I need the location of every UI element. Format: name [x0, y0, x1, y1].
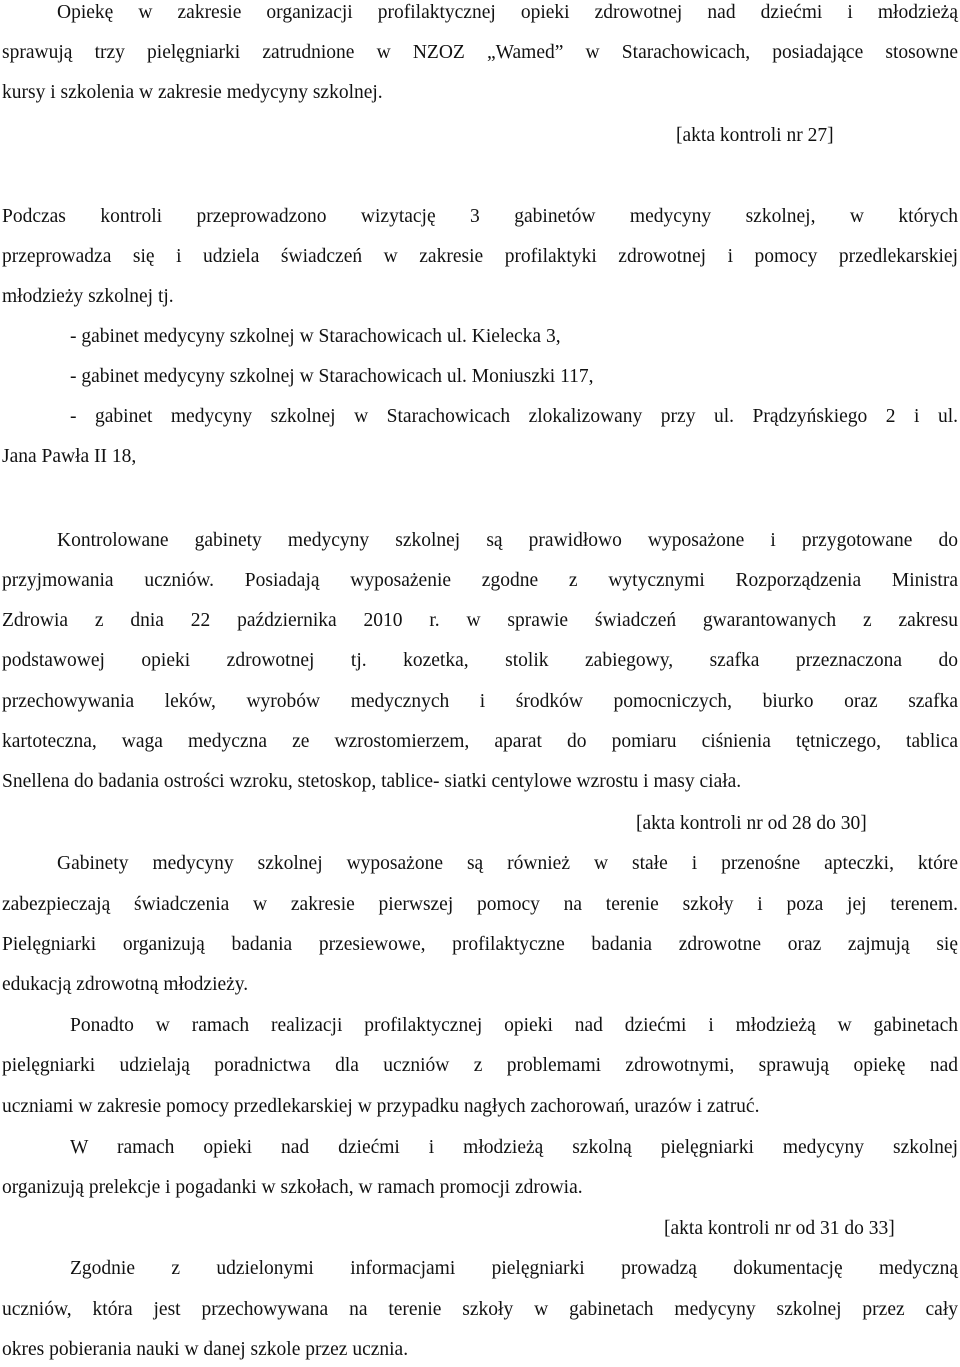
paragraph-line: okres pobierania nauki w danej szkole przez ucznia. [2, 1339, 409, 1360]
paragraph-line: przeprowadza się i udziela świadczeń w zakresie profilaktyki zdrowotnej i pomocy przedlekarskiej [2, 246, 958, 267]
reference-note: [akta kontroli nr od 28 do 30] [636, 813, 867, 834]
paragraph-line: uczniów, która jest przechowywana na terenie szkoły w gabinetach medycyny szkolnej przez cały [2, 1299, 958, 1320]
paragraph-line: Opiekę w zakresie organizacji profilaktycznej opieki zdrowotnej nad dziećmi i młodzieżą [57, 2, 958, 23]
reference-note: [akta kontroli nr 27] [676, 125, 834, 146]
paragraph-line: Snellena do badania ostrości wzroku, stetoskop, tablice- siatki centylowe wzrostu i masy ciała. [2, 771, 742, 792]
paragraph-line: W ramach opieki nad dziećmi i młodzieżą szkolną pielęgniarki medycyny szkolnej [70, 1137, 958, 1158]
paragraph-line: podstawowej opieki zdrowotnej tj. kozetka, stolik zabiegowy, szafka przeznaczona do [2, 650, 958, 671]
list-item: - gabinet medycyny szkolnej w Starachowicach ul. Kielecka 3, [70, 326, 561, 347]
paragraph-line: kartoteczna, waga medyczna ze wzrostomierzem, aparat do pomiaru ciśnienia tętniczego, tablica [2, 731, 958, 752]
paragraph-line: uczniami w zakresie pomocy przedlekarskiej w przypadku nagłych zachorowań, urazów i zatruć. [2, 1096, 760, 1117]
list-item: - gabinet medycyny szkolnej w Starachowicach ul. Moniuszki 117, [70, 366, 594, 387]
paragraph-line: Gabinety medycyny szkolnej wyposażone są również w stałe i przenośne apteczki, które [57, 853, 958, 874]
reference-note: [akta kontroli nr od 31 do 33] [664, 1218, 895, 1239]
paragraph-line: edukacją zdrowotną młodzieży. [2, 974, 249, 995]
paragraph-line: Ponadto w ramach realizacji profilaktycznej opieki nad dziećmi i młodzieżą w gabinetach [70, 1015, 958, 1036]
paragraph-line: Zgodnie z udzielonymi informacjami pielęgniarki prowadzą dokumentację medyczną [70, 1258, 958, 1279]
paragraph-line: kursy i szkolenia w zakresie medycyny szkolnej. [2, 82, 383, 103]
paragraph-line: Zdrowia z dnia 22 października 2010 r. w sprawie świadczeń gwarantowanych z zakresu [2, 610, 958, 631]
paragraph-line: przechowywania leków, wyrobów medycznych i środków pomocniczych, biurko oraz szafka [2, 691, 958, 712]
paragraph-line: Kontrolowane gabinety medycyny szkolnej są prawidłowo wyposażone i przygotowane do [57, 530, 958, 551]
paragraph-line: pielęgniarki udzielają poradnictwa dla uczniów z problemami zdrowotnymi, sprawują opiekę nad [2, 1055, 958, 1076]
paragraph-line: organizują prelekcje i pogadanki w szkołach, w ramach promocji zdrowia. [2, 1177, 583, 1198]
paragraph-line: przyjmowania uczniów. Posiadają wyposażenie zgodne z wytycznymi Rozporządzenia Ministra [2, 570, 958, 591]
paragraph-line: młodzieży szkolnej tj. [2, 286, 174, 307]
list-item: - gabinet medycyny szkolnej w Starachowicach zlokalizowany przy ul. Prądzyńskiego 2 i ul. [70, 406, 958, 427]
paragraph-line: Podczas kontroli przeprowadzono wizytację 3 gabinetów medycyny szkolnej, w których [2, 206, 958, 227]
paragraph-line: Jana Pawła II 18, [2, 446, 137, 467]
paragraph-line: zabezpieczają świadczenia w zakresie pierwszej pomocy na terenie szkoły i poza jej terenem. [2, 894, 958, 915]
paragraph-line: sprawują trzy pielęgniarki zatrudnione w NZOZ „Wamed” w Starachowicach, posiadające stosowne [2, 42, 958, 63]
paragraph-line: Pielęgniarki organizują badania przesiewowe, profilaktyczne badania zdrowotne oraz zajmują się [2, 934, 958, 955]
